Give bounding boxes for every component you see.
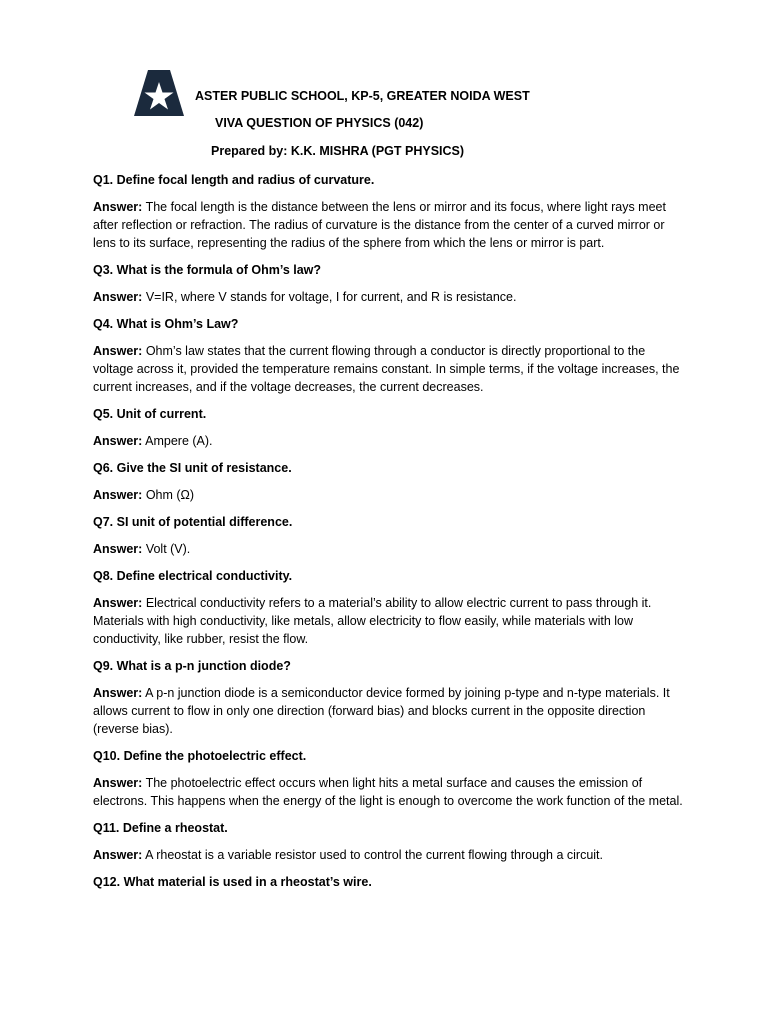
- question: Q3. What is the formula of Ohm’s law?: [93, 263, 322, 277]
- question: Q10. Define the photoelectric effect.: [93, 749, 307, 763]
- answer: [93, 288, 683, 306]
- answer-label: Answer:: [93, 686, 143, 700]
- answer-text: The focal length is the distance between the lens or mirror and its focus, where light rays meet after reflection or refraction. The radius of curvature is the distance from the center of a curved mirror or lens to its surface, representing the radius of the sphere from which the lens or mirror is part.: [93, 200, 666, 250]
- answer: [93, 594, 683, 648]
- answer-label: Answer:: [93, 848, 143, 862]
- document-title: VIVA QUESTION OF PHYSICS (042): [215, 116, 424, 130]
- answer: [93, 540, 683, 558]
- question: Q8. Define electrical conductivity.: [93, 569, 293, 583]
- qa-list: [93, 171, 683, 900]
- answer: [93, 432, 683, 450]
- answer: [93, 342, 683, 396]
- answer-label: Answer:: [93, 290, 143, 304]
- answer-text: Ampere (A).: [145, 434, 213, 448]
- answer-label: Answer:: [93, 776, 143, 790]
- answer-text: Volt (V).: [145, 542, 191, 556]
- answer-text: The photoelectric effect occurs when light hits a metal surface and causes the emission of electrons. This happens when the energy of the light is enough to overcome the work function of the metal.: [93, 776, 683, 808]
- question: Q5. Unit of current.: [93, 407, 207, 421]
- answer-text: A p-n junction diode is a semiconductor device formed by joining p-type and n-type materials. It allows current to flow in only one direction (forward bias) and blocks current in the opposite direction (reverse bias).: [93, 686, 670, 736]
- question: Q12. What material is used in a rheostat’s wire.: [93, 875, 372, 889]
- answer-label: Answer:: [93, 488, 143, 502]
- answer: [93, 846, 683, 864]
- answer-label: Answer:: [93, 434, 143, 448]
- answer: [93, 198, 683, 252]
- question: Q11. Define a rheostat.: [93, 821, 228, 835]
- answer-text: V=IR, where V stands for voltage, I for current, and R is resistance.: [145, 290, 517, 304]
- prepared-by: Prepared by: K.K. MISHRA (PGT PHYSICS): [211, 144, 465, 158]
- answer: [93, 684, 683, 738]
- answer-text: Electrical conductivity refers to a material’s ability to allow electric current to pass through it. Materials with high conductivity, like metals, allow electricity to flow easily, while materials with low conductivity, like rubber, resist the flow.: [93, 596, 652, 646]
- answer-label: Answer:: [93, 596, 143, 610]
- answer-label: Answer:: [93, 542, 143, 556]
- school-logo-icon: [134, 70, 184, 116]
- answer-label: Answer:: [93, 200, 143, 214]
- school-name: ASTER PUBLIC SCHOOL, KP-5, GREATER NOIDA WEST: [195, 89, 530, 103]
- question: Q7. SI unit of potential difference.: [93, 515, 293, 529]
- question: Q9. What is a p-n junction diode?: [93, 659, 291, 673]
- question: Q4. What is Ohm’s Law?: [93, 317, 239, 331]
- answer-text: A rheostat is a variable resistor used to control the current flowing through a circuit.: [145, 848, 603, 862]
- answer-label: Answer:: [93, 344, 143, 358]
- question: Q1. Define focal length and radius of curvature.: [93, 173, 375, 187]
- answer-text: Ohm (Ω): [145, 488, 195, 502]
- question: Q6. Give the SI unit of resistance.: [93, 461, 292, 475]
- answer: [93, 774, 683, 810]
- answer-text: Ohm’s law states that the current flowing through a conductor is directly proportional to the voltage across it, provided the temperature remains constant. In simple terms, if the voltage increases, the current increases, and if the voltage decreases, the current decreases.: [93, 344, 680, 394]
- answer: [93, 486, 683, 504]
